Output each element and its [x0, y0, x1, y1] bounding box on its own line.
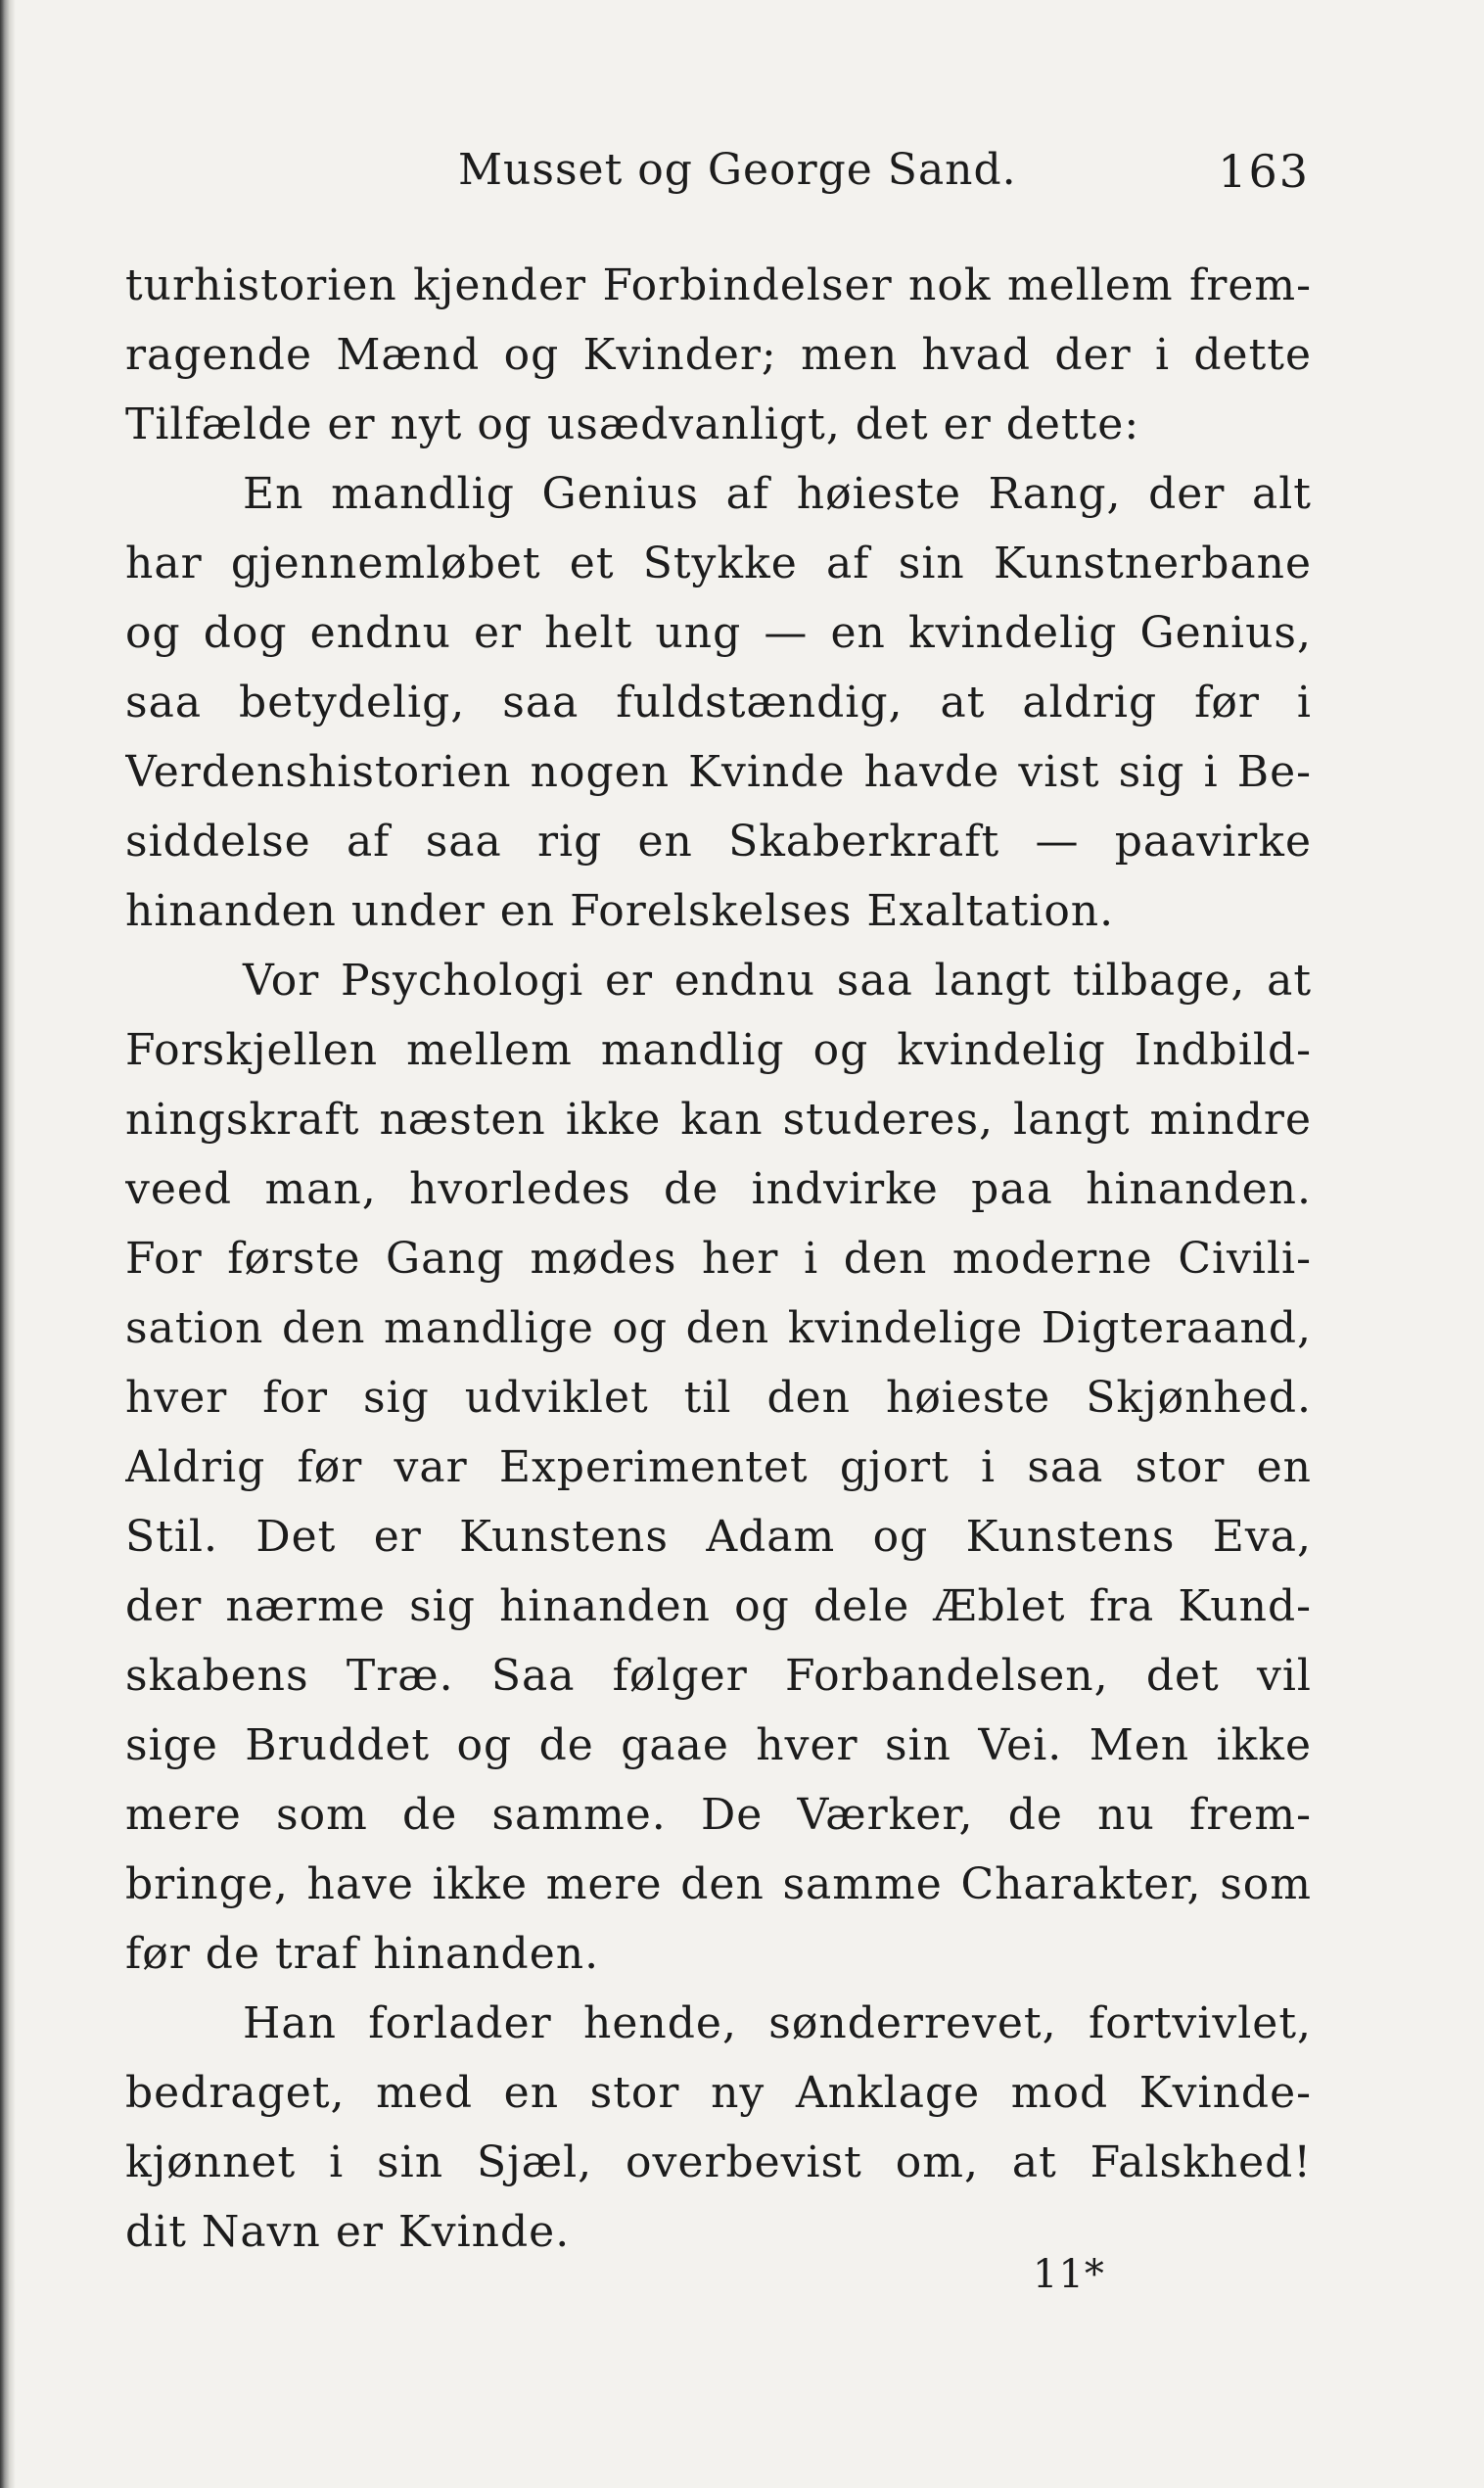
- text-line: før de traf hinanden.: [125, 1929, 600, 1979]
- text-line: siddelse af saa rig en Skaberkraft — paavirke: [125, 817, 1312, 867]
- text-line: saa betydelig, saa fuldstændig, at aldrig før i: [125, 678, 1312, 728]
- text-line: Aldrig før var Experimentet gjort i saa stor en: [125, 1442, 1312, 1492]
- text-line: hinanden under en Forelskelses Exaltation.: [125, 886, 1115, 936]
- text-line: kjønnet i sin Sjæl, overbevist om, at Falskhed!: [125, 2137, 1312, 2187]
- page-header: [125, 145, 1310, 204]
- text-line: Verdenshistorien nogen Kvinde havde vist sig i Be-: [125, 747, 1312, 797]
- signature-mark: 11*: [1033, 2252, 1105, 2297]
- text-line: skabens Træ. Saa følger Forbandelsen, det vil: [125, 1651, 1312, 1701]
- text-line: sige Bruddet og de gaae hver sin Vei. Men ikke: [125, 1720, 1312, 1770]
- text-line: dit Navn er Kvinde.: [125, 2207, 571, 2257]
- text-line: veed man, hvorledes de indvirke paa hinanden.: [125, 1164, 1312, 1214]
- text-line: bringe, have ikke mere den samme Charakter, som: [125, 1859, 1312, 1909]
- text-line: har gjennemløbet et Stykke af sin Kunstnerbane: [125, 539, 1312, 588]
- text-line: Vor Psychologi er endnu saa langt tilbage, at: [243, 956, 1312, 1006]
- text-line: der nærme sig hinanden og dele Æblet fra Kund-: [125, 1581, 1312, 1631]
- page-number: 163: [1218, 145, 1310, 198]
- text-line: Stil. Det er Kunstens Adam og Kunstens Eva,: [125, 1512, 1312, 1562]
- text-line: mere som de samme. De Værker, de nu frem-: [125, 1790, 1312, 1840]
- text-line: En mandlig Genius af høieste Rang, der alt: [243, 469, 1312, 519]
- text-line: bedraget, med en stor ny Anklage mod Kvinde-: [125, 2068, 1312, 2118]
- text-line: ningskraft næsten ikke kan studeres, langt mindre: [125, 1095, 1312, 1145]
- text-line: Han forlader hende, sønderrevet, fortvivlet,: [243, 1998, 1312, 2048]
- running-title: Musset og George Sand.: [458, 145, 1017, 195]
- text-line: Tilfælde er nyt og usædvanligt, det er dette:: [125, 399, 1140, 449]
- text-line: turhistorien kjender Forbindelser nok mellem frem-: [125, 260, 1312, 310]
- text-line: ragende Mænd og Kvinder; men hvad der i dette: [125, 330, 1312, 380]
- body-text: [125, 251, 1312, 2267]
- text-line: Forskjellen mellem mandlig og kvindelig Indbild-: [125, 1025, 1312, 1075]
- text-line: og dog endnu er helt ung — en kvindelig Genius,: [125, 608, 1312, 658]
- page-binding-edge: [0, 0, 16, 2488]
- text-line: For første Gang mødes her i den moderne Civili-: [125, 1234, 1312, 1284]
- text-line: sation den mandlige og den kvindelige Digteraand,: [125, 1303, 1312, 1353]
- text-line: hver for sig udviklet til den høieste Skjønhed.: [125, 1373, 1312, 1423]
